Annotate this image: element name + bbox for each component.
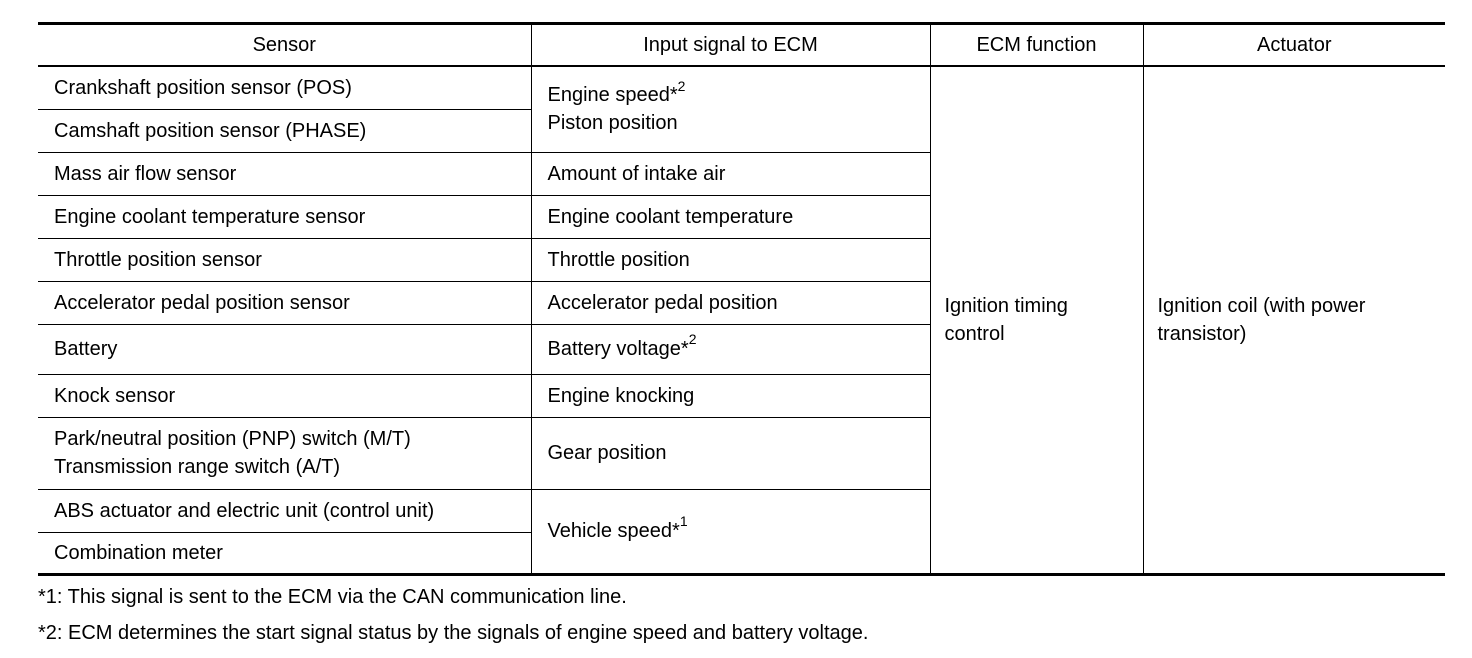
sensor-cell: Camshaft position sensor (PHASE) (38, 109, 531, 152)
header-input-signal: Input signal to ECM (531, 24, 930, 67)
footnote-1: *1: This signal is sent to the ECM via the CAN communication line. (38, 585, 627, 608)
signal-cell: Battery voltage*$^2$ (531, 324, 930, 374)
ignition-control-table (38, 22, 1445, 576)
signal-cell: Accelerator pedal position (531, 281, 930, 324)
sensor-cell: Crankshaft position sensor (POS) (38, 66, 531, 109)
footnote-ref: 2 (688, 331, 697, 348)
signal-line: Engine speed*$^2$ (547, 77, 686, 107)
signal-cell: Vehicle speed*$^1$ (531, 489, 930, 574)
signal-cell: Amount of intake air (531, 152, 930, 195)
sensor-line: Park/neutral position (PNP) switch (M/T) (54, 428, 411, 450)
signal-cell: Gear position (531, 417, 930, 489)
signal-cell: Throttle position (531, 238, 930, 281)
sensor-cell: Knock sensor (38, 374, 531, 417)
actuator-line: transistor) (1157, 322, 1247, 345)
signal-cell: Engine coolant temperature (531, 195, 930, 238)
ecm-function-line: Ignition timing (944, 294, 1068, 317)
footnotes (38, 579, 1445, 651)
sensor-cell: Throttle position sensor (38, 238, 531, 281)
sensor-cell: ABS actuator and electric unit (control unit) (38, 489, 531, 532)
header-actuator: Actuator (1143, 24, 1445, 67)
ecm-table-document (38, 22, 1445, 651)
ecm-function-line: control (944, 322, 1005, 345)
footnote-2: *2: ECM determines the start signal status by the signals of engine speed and battery voltage. (38, 621, 869, 644)
signal-cell: Engine knocking (531, 374, 930, 417)
sensor-cell: Engine coolant temperature sensor (38, 195, 531, 238)
footnote-ref: 2 (677, 77, 686, 94)
sensor-cell: Mass air flow sensor (38, 152, 531, 195)
footnote-ref: 1 (679, 513, 688, 530)
sensor-line: Transmission range switch (A/T) (54, 456, 340, 478)
sensor-cell (38, 417, 531, 489)
table-header-row (38, 24, 1445, 67)
sensor-cell: Battery (38, 324, 531, 374)
signal-cell (531, 66, 930, 152)
ecm-function-cell (930, 66, 1143, 574)
actuator-line: Ignition coil (with power (1157, 294, 1366, 317)
sensor-cell: Combination meter (38, 532, 531, 574)
header-ecm-function: ECM function (930, 24, 1143, 67)
table-row (38, 66, 1445, 109)
sensor-cell: Accelerator pedal position sensor (38, 281, 531, 324)
signal-line: Piston position (547, 112, 678, 135)
header-sensor: Sensor (38, 24, 531, 67)
actuator-cell (1143, 66, 1445, 574)
